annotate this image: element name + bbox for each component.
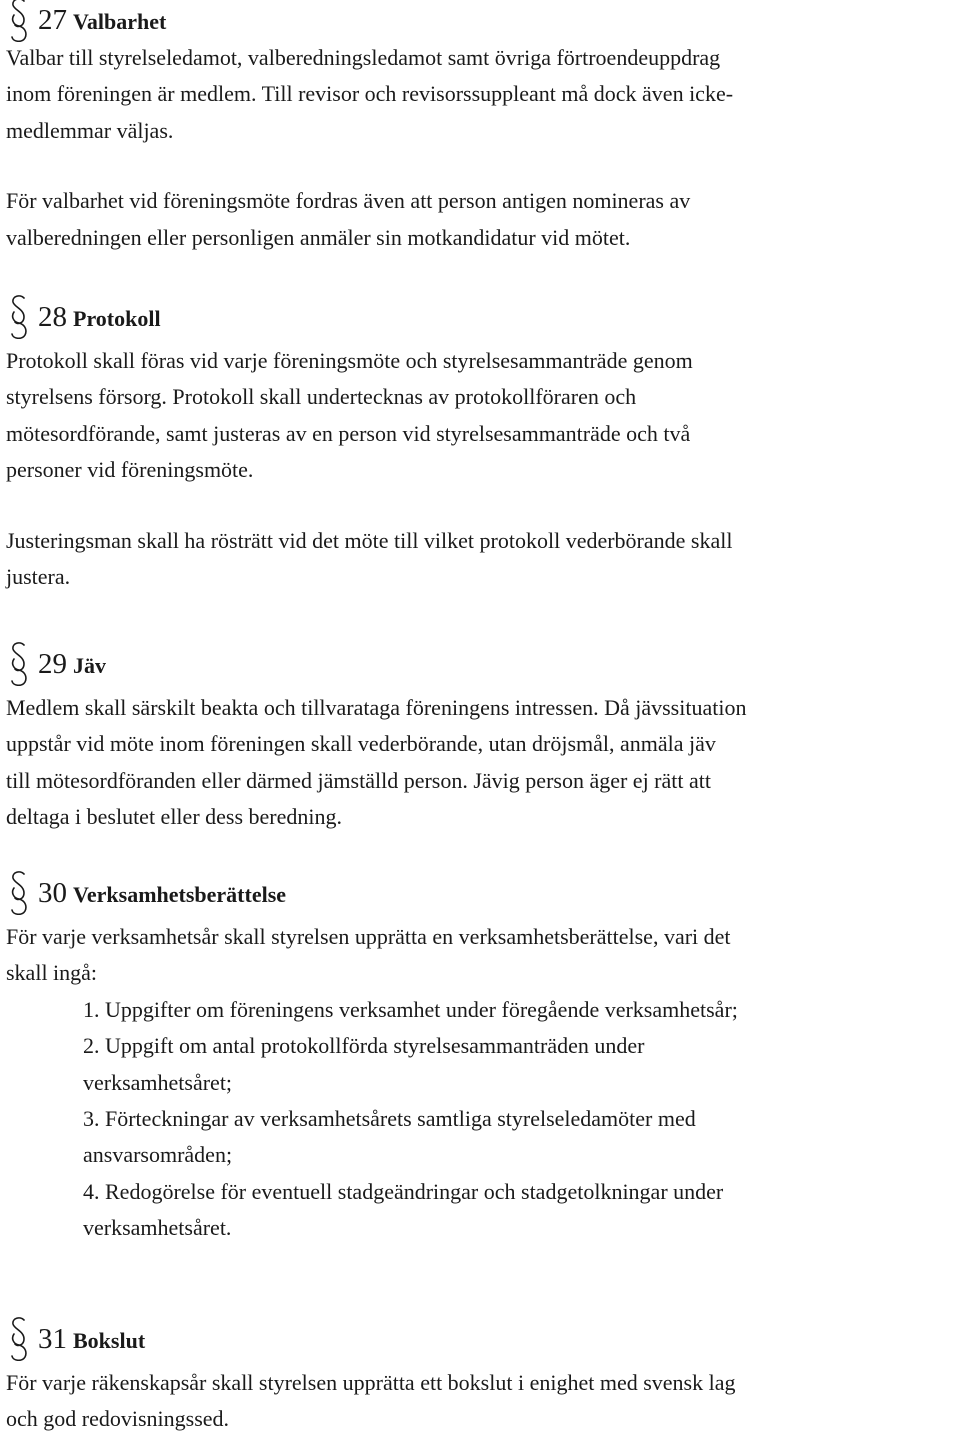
section-30 — [6, 873, 958, 1247]
section-heading — [6, 873, 958, 919]
list-item: verksamhetsåret. — [83, 1215, 232, 1241]
section-number: 29 — [38, 648, 67, 680]
body-line: Justeringsman skall ha rösträtt vid det möte till vilket protokoll vederbörande skall — [6, 527, 733, 553]
body-line: och god redovisningssed. — [6, 1406, 230, 1432]
body-line: mötesordförande, samt justeras av en person vid styrelsesammanträde och två — [6, 420, 691, 446]
body-line: medlemmar väljas. — [6, 117, 174, 143]
list-item: ansvarsområden; — [83, 1142, 233, 1168]
body-line: styrelsens försorg. Protokoll skall undertecknas av protokollföraren och — [6, 384, 637, 410]
section-sign-icon — [8, 0, 30, 42]
section-heading — [6, 1319, 958, 1365]
list-item: 4. Redogörelse för eventuell stadgeändringar och stadgetolkningar under — [83, 1178, 724, 1204]
body-line: För varje räkenskapsår skall styrelsen upprätta ett bokslut i enighet med svensk lag — [6, 1370, 736, 1395]
list-item: 2. Uppgift om antal protokollförda styrelsesammanträden under — [83, 1033, 645, 1059]
section-number: 30 — [38, 877, 67, 909]
section-sign-icon — [8, 871, 30, 915]
section-heading — [6, 297, 958, 343]
body-line: Valbar till styrelseledamot, valberedningsledamot samt övriga förtroendeuppdrag — [6, 45, 721, 70]
section-title: Protokoll — [73, 306, 161, 331]
section-heading — [6, 644, 958, 690]
section-sign-icon — [8, 295, 30, 339]
section-title: Bokslut — [73, 1328, 146, 1353]
body-line: valberedningen eller personligen anmäler sin motkandidatur vid mötet. — [6, 224, 631, 250]
body-line: justera. — [6, 564, 71, 590]
body-line: uppstår vid möte inom föreningen skall vederbörande, utan dröjsmål, anmäla jäv — [6, 731, 716, 757]
body-line: till mötesordföranden eller därmed jämställd person. Jävig person äger ej rätt att — [6, 767, 711, 793]
body-line: skall ingå: — [6, 960, 98, 986]
section-title: Valbarhet — [73, 9, 167, 34]
section-number: 27 — [38, 4, 67, 36]
section-number: 31 — [38, 1323, 67, 1355]
body-line: För valbarhet vid föreningsmöte fordras även att person antigen nomineras av — [6, 188, 691, 214]
section-number: 28 — [38, 301, 67, 333]
section-28 — [6, 297, 958, 595]
section-27 — [6, 0, 958, 256]
section-29 — [6, 644, 958, 836]
section-sign-icon — [8, 1317, 30, 1361]
list-item: verksamhetsåret; — [83, 1069, 233, 1095]
section-title: Verksamhetsberättelse — [73, 882, 287, 907]
body-line: För varje verksamhetsår skall styrelsen upprätta en verksamhetsberättelse, vari det — [6, 924, 731, 949]
body-line: Medlem skall särskilt beakta och tillvaratag​a föreningens intressen. Då jävssituation — [6, 695, 747, 720]
body-line: deltaga i beslutet eller dess beredning. — [6, 804, 342, 830]
section-title: Jäv — [73, 653, 106, 678]
body-line: personer vid föreningsmöte. — [6, 457, 254, 483]
section-sign-icon — [8, 642, 30, 686]
body-line: Protokoll skall föras vid varje föreningsmöte och styrelsesammanträde genom — [6, 348, 693, 373]
list-item: 1. Uppgifter om föreningens verksamhet under föregående verksamhetsår; — [83, 996, 738, 1022]
body-line: inom föreningen är medlem. Till revisor och revisorssuppleant må dock även icke- — [6, 81, 734, 107]
list-item: 3. Förteckningar av verksamhetsårets samtliga styrelseledamöter med — [83, 1106, 696, 1132]
section-heading — [6, 0, 958, 46]
section-31 — [6, 1319, 958, 1438]
